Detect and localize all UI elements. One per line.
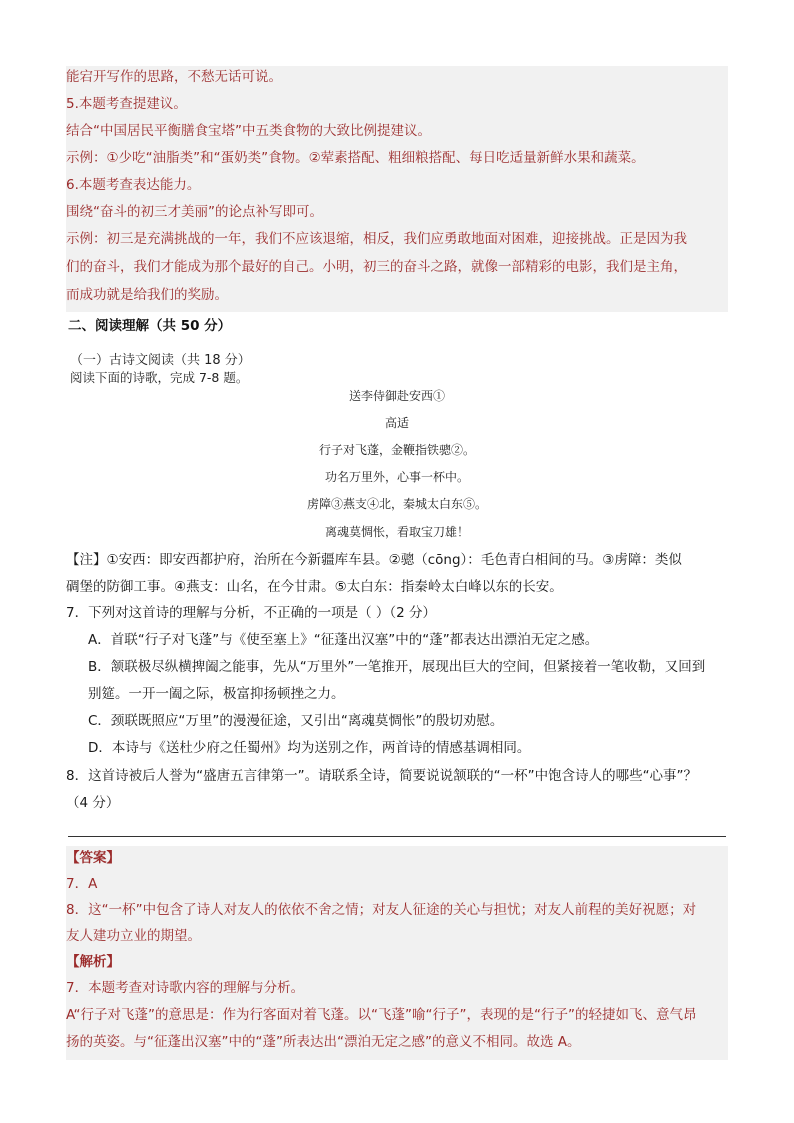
poem-line: 虏障③燕支④北，秦城太白东⑤。 (306, 497, 487, 511)
poem-line: 功名万里外，心事一杯中。 (324, 470, 469, 484)
answer-divider (68, 836, 726, 837)
answer-8: 8．这“一杯”中包含了诗人对友人的依依不舍之情；对友人征途的关心与担忧；对友人前程的美好祝愿；对 (66, 902, 697, 918)
answer-7: 7．A (66, 876, 98, 892)
analysis-tag: 【解析】 (66, 954, 120, 970)
poem-title: 送李侍御赴安西① (348, 389, 445, 403)
instruction-text: 阅读下面的诗歌，完成 7-8 题。 (70, 370, 249, 385)
analysis-line: 5.本题考查提建议。 (66, 96, 187, 112)
analysis-line: 能宕开写作的思路，不愁无话可说。 (66, 69, 282, 85)
question-7-option-d: D．本诗与《送杜少府之任蜀州》均为送别之作，两首诗的情感基调相同。 (88, 740, 531, 756)
analysis-line: 们的奋斗，我们才能成为那个最好的自己。小明，初三的奋斗之路，就像一部精彩的电影，我们是主角， (66, 259, 687, 275)
analysis-line: 7．本题考查对诗歌内容的理解与分析。 (66, 980, 305, 996)
answer-8: 友人建功立业的期望。 (66, 928, 201, 944)
poem-notes: 【注】①安西：即安西都护府，治所在今新疆库车县。②骢（cōng）：毛色青白相间的马。③虏障：类似 (66, 552, 682, 568)
analysis-line: 而成功就是给我们的奖励。 (66, 287, 228, 303)
question-8-points: （4 分） (66, 795, 120, 811)
answer-tag: 【答案】 (66, 850, 120, 866)
analysis-line: 示例：①少吃“油脂类”和“蛋奶类”食物。②荤素搭配、粗细粮搭配、每日吃适量新鲜水果和蔬菜。 (66, 150, 645, 166)
question-7-option-c: C．颈联既照应“万里”的漫漫征途，又引出“离魂莫惆怅”的殷切劝慰。 (88, 713, 504, 729)
analysis-line: 示例：初三是充满挑战的一年，我们不应该退缩，相反，我们应勇敢地面对困难，迎接挑战。正是因为我 (66, 231, 687, 247)
question-7-option-a: A．首联“行子对飞蓬”与《使至塞上》“征蓬出汉塞”中的“蓬”都表达出漂泊无定之感。 (88, 632, 599, 648)
question-8-stem: 8．这首诗被后人誉为“盛唐五言律第一”。请联系全诗，简要说说颔联的“一杯”中饱含诗人的哪些“心事”？ (66, 768, 698, 784)
poem-line: 行子对飞蓬，金鞭指铁骢②。 (318, 443, 475, 457)
answer-analysis-continuation (66, 66, 728, 312)
poem-line: 离魂莫惆怅，看取宝刀雄！ (324, 525, 469, 539)
analysis-line: 扬的英姿。与“征蓬出汉塞”中的“蓬”所表达出“漂泊无定之感”的意义不相同。故选 A。 (66, 1034, 581, 1050)
question-7-stem: 7．下列对这首诗的理解与分析，不正确的一项是（ ）（2 分） (66, 605, 437, 621)
analysis-line: 6.本题考查表达能力。 (66, 177, 201, 193)
poem-notes: 碉堡的防御工事。④燕支：山名，在今甘肃。⑤太白东：指秦岭太白峰以东的长安。 (66, 579, 563, 595)
question-7-option-b: B．颔联极尽纵横捭阖之能事，先从“万里外”一笔推开，展现出巨大的空间，但紧接着一笔收勒，又回到 (88, 659, 706, 675)
answer-block (66, 846, 728, 1060)
analysis-line: 结合“中国居民平衡膳食宝塔”中五类食物的大致比例提建议。 (66, 123, 431, 139)
analysis-line: A“行子对飞蓬”的意思是：作为行客面对着飞蓬。以“飞蓬”喻“行子”，表现的是“行子”的轻捷如飞、意气昂 (66, 1007, 697, 1023)
sub-heading: （一）古诗文阅读（共 18 分） (70, 353, 251, 368)
poem-author: 高适 (384, 416, 409, 430)
section-heading: 二、阅读理解（共 50 分） (68, 318, 232, 334)
question-7-option-b: 别筵。一开一阖之际，极富抑扬顿挫之力。 (88, 686, 345, 702)
analysis-line: 围绕“奋斗的初三才美丽”的论点补写即可。 (66, 204, 323, 220)
